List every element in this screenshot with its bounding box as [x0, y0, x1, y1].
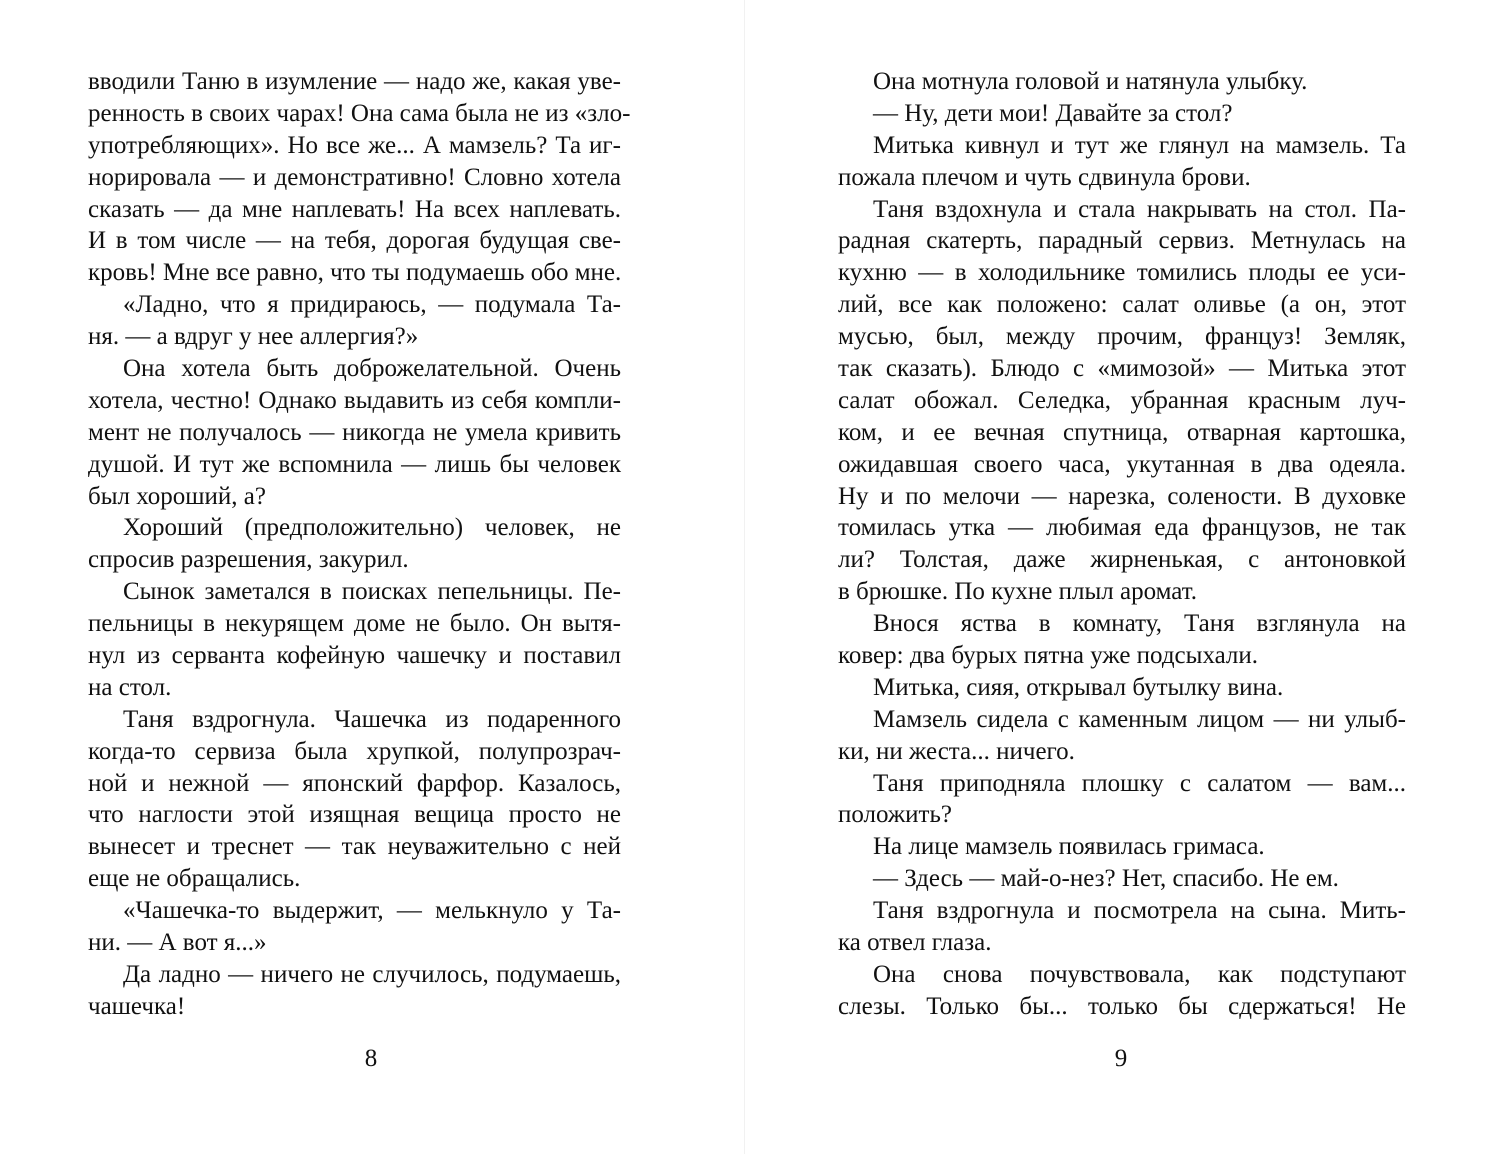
- text-line: «Чашечка-то выдержит, — мелькнуло у Та-: [123, 897, 621, 925]
- text-line: радная скатерть, парадный сервиз. Метнулась на: [838, 227, 1406, 255]
- text-line: был хороший, а?: [88, 482, 266, 510]
- text-line: Сынок заметался в поисках пепельницы. Пе-: [123, 578, 621, 606]
- text-line: в брюшке. По кухне плыл аромат.: [838, 578, 1198, 606]
- right-page-number: 9: [1114, 1045, 1128, 1072]
- text-line: мент не получалось — никогда не умела кривить: [88, 418, 621, 446]
- text-line: что наглости этой изящная вещица просто не: [88, 801, 621, 829]
- text-line: Она снова почувствовала, как подступают: [873, 960, 1406, 988]
- text-line: лий, все как положено: салат оливье (а он, этот: [838, 291, 1406, 319]
- text-line: чашечка!: [88, 992, 186, 1020]
- right-page-text: [838, 66, 1406, 1023]
- text-line: так сказать). Блюдо с «мимозой» — Митька этот: [838, 355, 1406, 383]
- text-line: ня. — а вдруг у нее аллергия?»: [88, 323, 419, 351]
- text-line: томилась утка — любимая еда французов, не так: [838, 514, 1406, 542]
- text-line: еще не обращались.: [88, 865, 301, 893]
- text-line: пожала плечом и чуть сдвинула брови.: [838, 163, 1251, 191]
- text-line: мусью, был, между прочим, француз! Земляк,: [838, 323, 1406, 351]
- left-page-text: [88, 66, 631, 1023]
- text-line: вынесет и треснет — так неуважительно с ней: [88, 833, 621, 861]
- text-line: Митька кивнул и тут же глянул на мамзель. Та: [873, 131, 1406, 159]
- text-line: кухню — в холодильнике томились плоды ее уси-: [838, 259, 1406, 287]
- text-line: на стол.: [88, 673, 172, 701]
- left-page: [88, 66, 631, 1023]
- text-line: норировала — и демонстративно! Словно хотела: [88, 163, 621, 191]
- text-line: сказать — да мне наплевать! На всех наплевать.: [88, 195, 621, 223]
- text-line: спросив разрешения, закурил.: [88, 546, 409, 574]
- text-line: Она мотнула головой и натянула улыбку.: [873, 68, 1308, 95]
- page-gutter: [744, 0, 745, 1154]
- text-line: салат обожал. Селедка, убранная красным луч-: [838, 386, 1406, 414]
- text-line: Она хотела быть доброжелательной. Очень: [123, 355, 621, 383]
- left-page-number: 8: [364, 1045, 378, 1072]
- text-line: пельницы в некурящем доме не было. Он вытя-: [88, 610, 621, 638]
- text-line: Ну и по мелочи — нарезка, солености. В духовке: [838, 482, 1406, 510]
- text-line: слезы. Только бы... только бы сдержаться! Не: [838, 992, 1406, 1020]
- text-line: нул из серванта кофейную чашечку и поставил: [88, 642, 621, 670]
- text-line: душой. И тут же вспомнила — лишь бы человек: [88, 450, 621, 478]
- text-line: когда-то сервиза была хрупкой, полупрозрач-: [88, 737, 621, 765]
- text-line: — Здесь — май-о-нез? Нет, спасибо. Не ем.: [873, 865, 1339, 893]
- text-line: ли? Толстая, даже жирненькая, с антоновкой: [838, 546, 1406, 574]
- text-line: вводили Таню в изумление — надо же, какая уве-: [88, 68, 621, 95]
- text-line: Мамзель сидела с каменным лицом — ни улыб-: [873, 705, 1406, 733]
- text-line: положить?: [838, 801, 952, 829]
- text-line: ковер: два бурых пятна уже подсыхали.: [838, 642, 1259, 670]
- text-line: На лице мамзель появилась гримаса.: [873, 833, 1265, 861]
- text-line: Таня вздохнула и стала накрывать на стол. Па-: [873, 195, 1406, 223]
- text-line: ни. — А вот я...»: [88, 929, 267, 957]
- text-line: Таня приподняла плошку с салатом — вам...: [873, 769, 1406, 797]
- text-line: кровь! Мне все равно, что ты подумаешь обо мне.: [88, 259, 622, 287]
- text-line: Таня вздрогнула. Чашечка из подаренного: [123, 705, 621, 733]
- text-line: Митька, сияя, открывал бутылку вина.: [873, 673, 1284, 701]
- text-line: ка отвел глаза.: [838, 929, 992, 957]
- text-line: употребляющих». Но все же... А мамзель? Та иг-: [88, 131, 621, 159]
- text-line: хотела, честно! Однако выдавить из себя компли-: [88, 386, 621, 414]
- text-line: ком, и ее вечная спутница, отварная картошка,: [838, 418, 1406, 446]
- text-line: ки, ни жеста... ничего.: [838, 737, 1075, 765]
- text-line: ренность в своих чарах! Она сама была не из «зло-: [88, 99, 631, 127]
- text-line: — Ну, дети мои! Давайте за стол?: [873, 99, 1233, 127]
- text-line: И в том числе — на тебя, дорогая будущая све-: [88, 227, 621, 255]
- text-line: ожидавшая своего часа, укутанная в два одеяла.: [838, 450, 1406, 478]
- text-line: Хороший (предположительно) человек, не: [123, 514, 621, 542]
- text-line: Да ладно — ничего не случилось, подумаешь,: [123, 960, 621, 988]
- text-line: Внося яства в комнату, Таня взглянула на: [873, 610, 1406, 638]
- text-line: «Ладно, что я придираюсь, — подумала Та-: [123, 291, 621, 319]
- text-line: Таня вздрогнула и посмотрела на сына. Мить-: [873, 897, 1406, 925]
- right-page: [838, 66, 1406, 1023]
- text-line: ной и нежной — японский фарфор. Казалось,: [88, 769, 621, 797]
